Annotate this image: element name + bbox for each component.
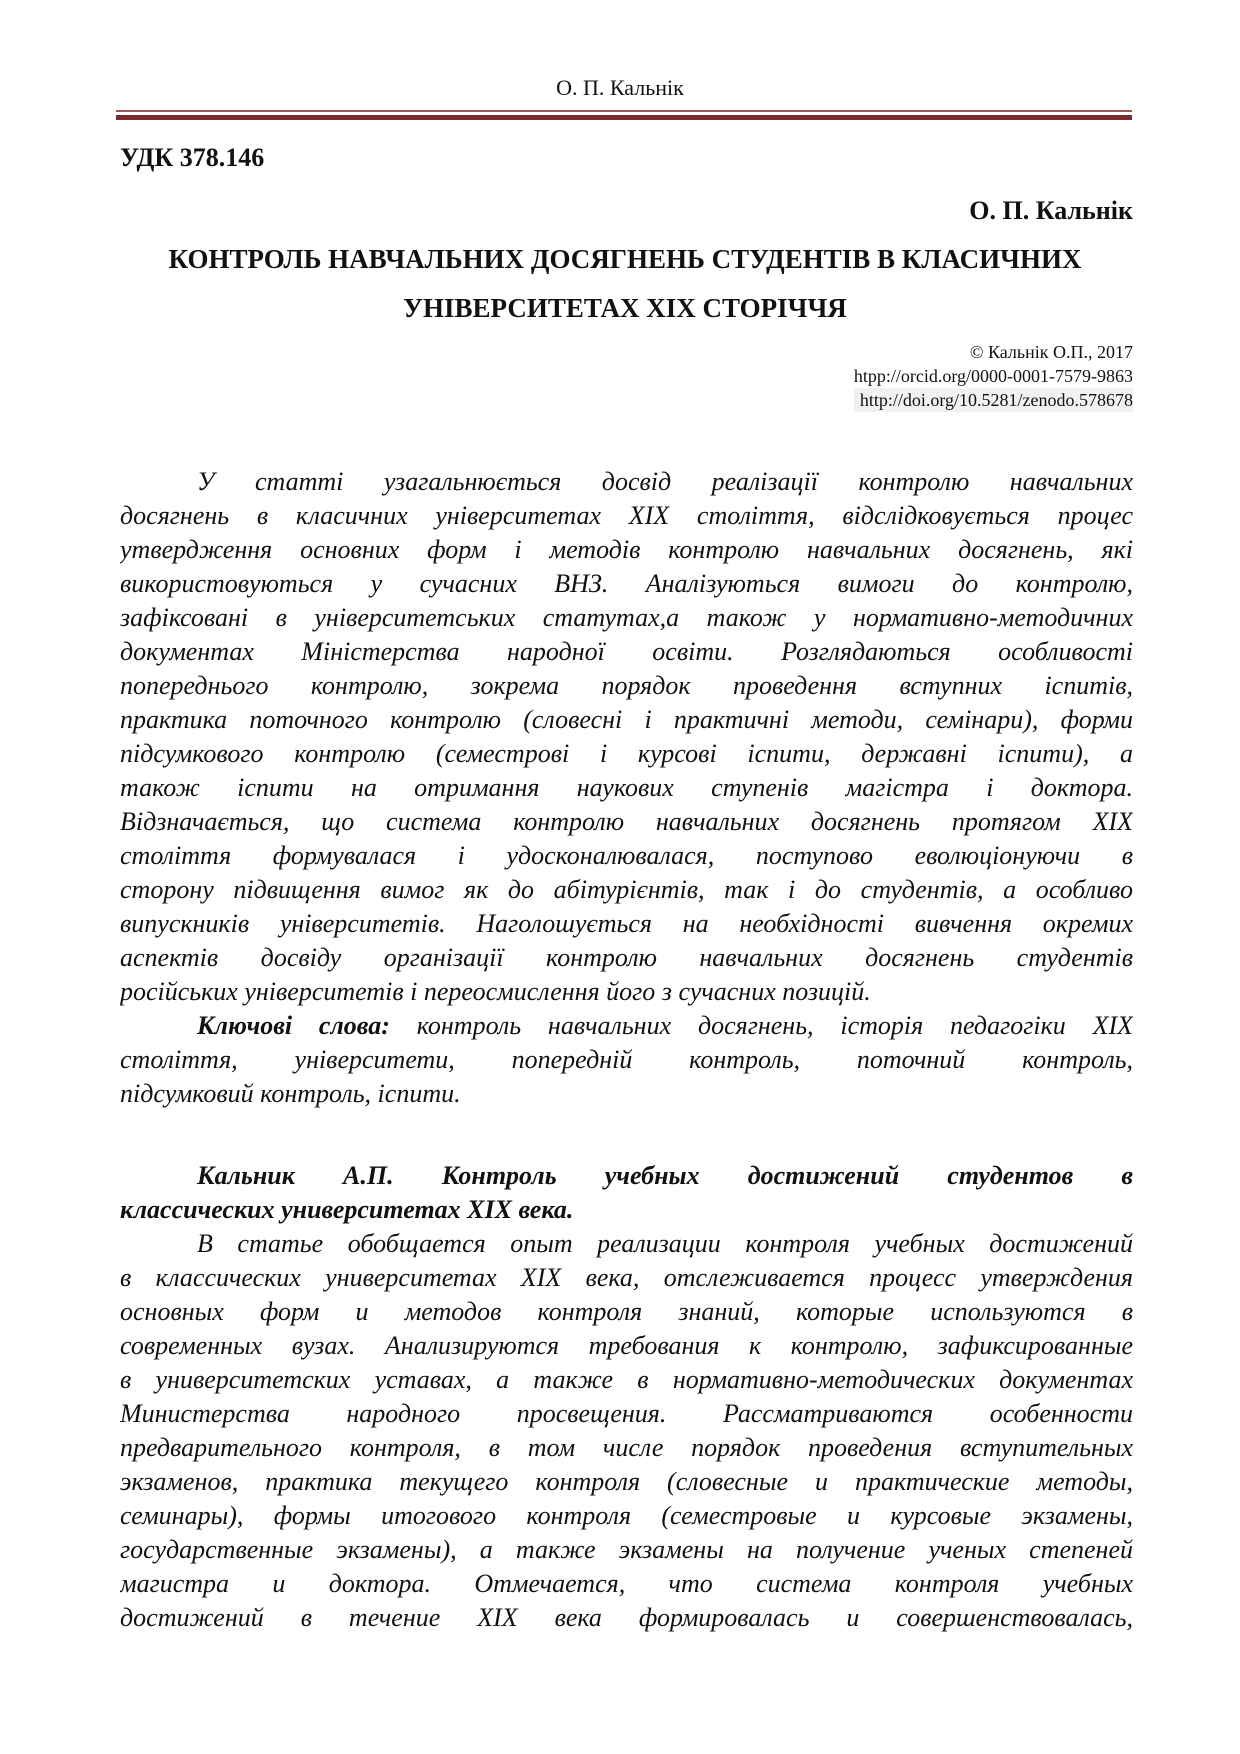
text-line: предварительного контроля, в том числе порядок проведения вступительных	[120, 1433, 1133, 1462]
text-line: використовуються у сучасних ВНЗ. Аналізуються вимоги до контролю,	[120, 569, 1133, 598]
text-line: У статті узагальнюється досвід реалізації контролю навчальних	[197, 467, 1133, 496]
header-rule-thick	[116, 115, 1132, 120]
orcid-link[interactable]: htpp://orcid.org/0000-0001-7579-9863	[853, 366, 1133, 386]
russian-abstract-text	[120, 1227, 1133, 1635]
text-line: зафіксовані в університетських статутах,а також у нормативно-методичних	[120, 603, 1133, 632]
article-title-line: КОНТРОЛЬ НАВЧАЛЬНИХ ДОСЯГНЕНЬ СТУДЕНТІВ В КЛАСИЧНИХ	[168, 244, 1082, 274]
text-line: аспектів досвіду організації контролю навчальних досягнень студентів	[120, 943, 1133, 972]
text-line: підсумкового контролю (семестрові і курсові іспити, державні іспити), а	[120, 739, 1133, 768]
text-line: Министерства народного просвещения. Рассматриваются особенности	[120, 1399, 1133, 1428]
article-author: О. П. Кальнік	[969, 196, 1133, 225]
text-line: в классических университетах XIX века, отслеживается процесс утверждения	[120, 1263, 1133, 1292]
keywords-line	[120, 1009, 1133, 1043]
copyright-notice: © Кальнік О.П., 2017	[969, 342, 1133, 362]
keywords-text: контроль навчальних досягнень, історія педагогіки XIX	[416, 1011, 1133, 1040]
text-line: також іспити на отримання наукових ступенів магістра і доктора.	[120, 773, 1133, 802]
russian-abstract-heading: Кальник А.П. Контроль учебных достижений студентов в	[197, 1161, 1133, 1190]
text-line: достижений в течение XIX века формировалась и совершенствовалась,	[120, 1603, 1133, 1632]
text-line: сторону підвищення вимог як до абітурієнтів, так і до студентів, а особливо	[120, 875, 1133, 904]
text-line: В статье обобщается опыт реализации контроля учебных достижений	[197, 1229, 1133, 1258]
text-line: документах Міністерства народної освіти. Розглядаються особливості	[120, 637, 1133, 666]
copyright-block	[854, 340, 1133, 412]
text-line: досягнень в класичних університетах XIX століття, відслідковується процес	[120, 501, 1133, 530]
text-line: практика поточного контролю (словесні і практичні методи, семінари), форми	[120, 705, 1133, 734]
text-line: государственные экзамены), а также экзамены на получение ученых степеней	[120, 1535, 1133, 1564]
text-line: семинары), формы итогового контроля (семестровые и курсовые экзамены,	[120, 1501, 1133, 1530]
keywords-line: підсумковий контроль, іспити.	[120, 1079, 461, 1108]
keywords-label: Ключові слова:	[197, 1011, 390, 1040]
doi-link[interactable]: http://doi.org/10.5281/zenodo.578678	[854, 388, 1133, 412]
text-line: магистра и доктора. Отмечается, что система контроля учебных	[120, 1569, 1133, 1598]
text-line: основных форм и методов контроля знаний, которые используются в	[120, 1297, 1133, 1326]
text-line: випускників університетів. Наголошується на необхідності вивчення окремих	[120, 909, 1133, 938]
text-line: попереднього контролю, зокрема порядок проведення вступних іспитів,	[120, 671, 1133, 700]
text-line: століття формувалася і удосконалювалася, поступово еволюціонуючи в	[120, 841, 1133, 870]
text-line: в университетских уставах, а также в нормативно-методических документах	[120, 1365, 1133, 1394]
keywords-line: століття, університети, попередній контроль, поточний контроль,	[120, 1045, 1133, 1074]
udk-code: УДК 378.146	[120, 143, 265, 172]
running-header: О. П. Кальнік	[556, 75, 684, 100]
text-line: утвердження основних форм і методів контролю навчальних досягнень, які	[120, 535, 1133, 564]
text-line: російських університетів і переосмислення його з сучасних позицій.	[120, 977, 871, 1006]
article-title-line: УНІВЕРСИТЕТАХ XIX СТОРІЧЧЯ	[403, 293, 847, 323]
russian-abstract-heading: классических университетах XIX века.	[120, 1195, 574, 1224]
abstract-russian	[120, 1159, 1133, 1635]
text-line: экзаменов, практика текущего контроля (словесные и практические методы,	[120, 1467, 1133, 1496]
text-line: современных вузах. Анализируются требования к контролю, зафиксированные	[120, 1331, 1133, 1360]
abstract-ukrainian	[120, 465, 1133, 1009]
header-rule-thin	[116, 110, 1132, 112]
keywords-block	[120, 1009, 1133, 1111]
text-line: Відзначається, що система контролю навчальних досягнень протягом XIX	[120, 807, 1133, 836]
